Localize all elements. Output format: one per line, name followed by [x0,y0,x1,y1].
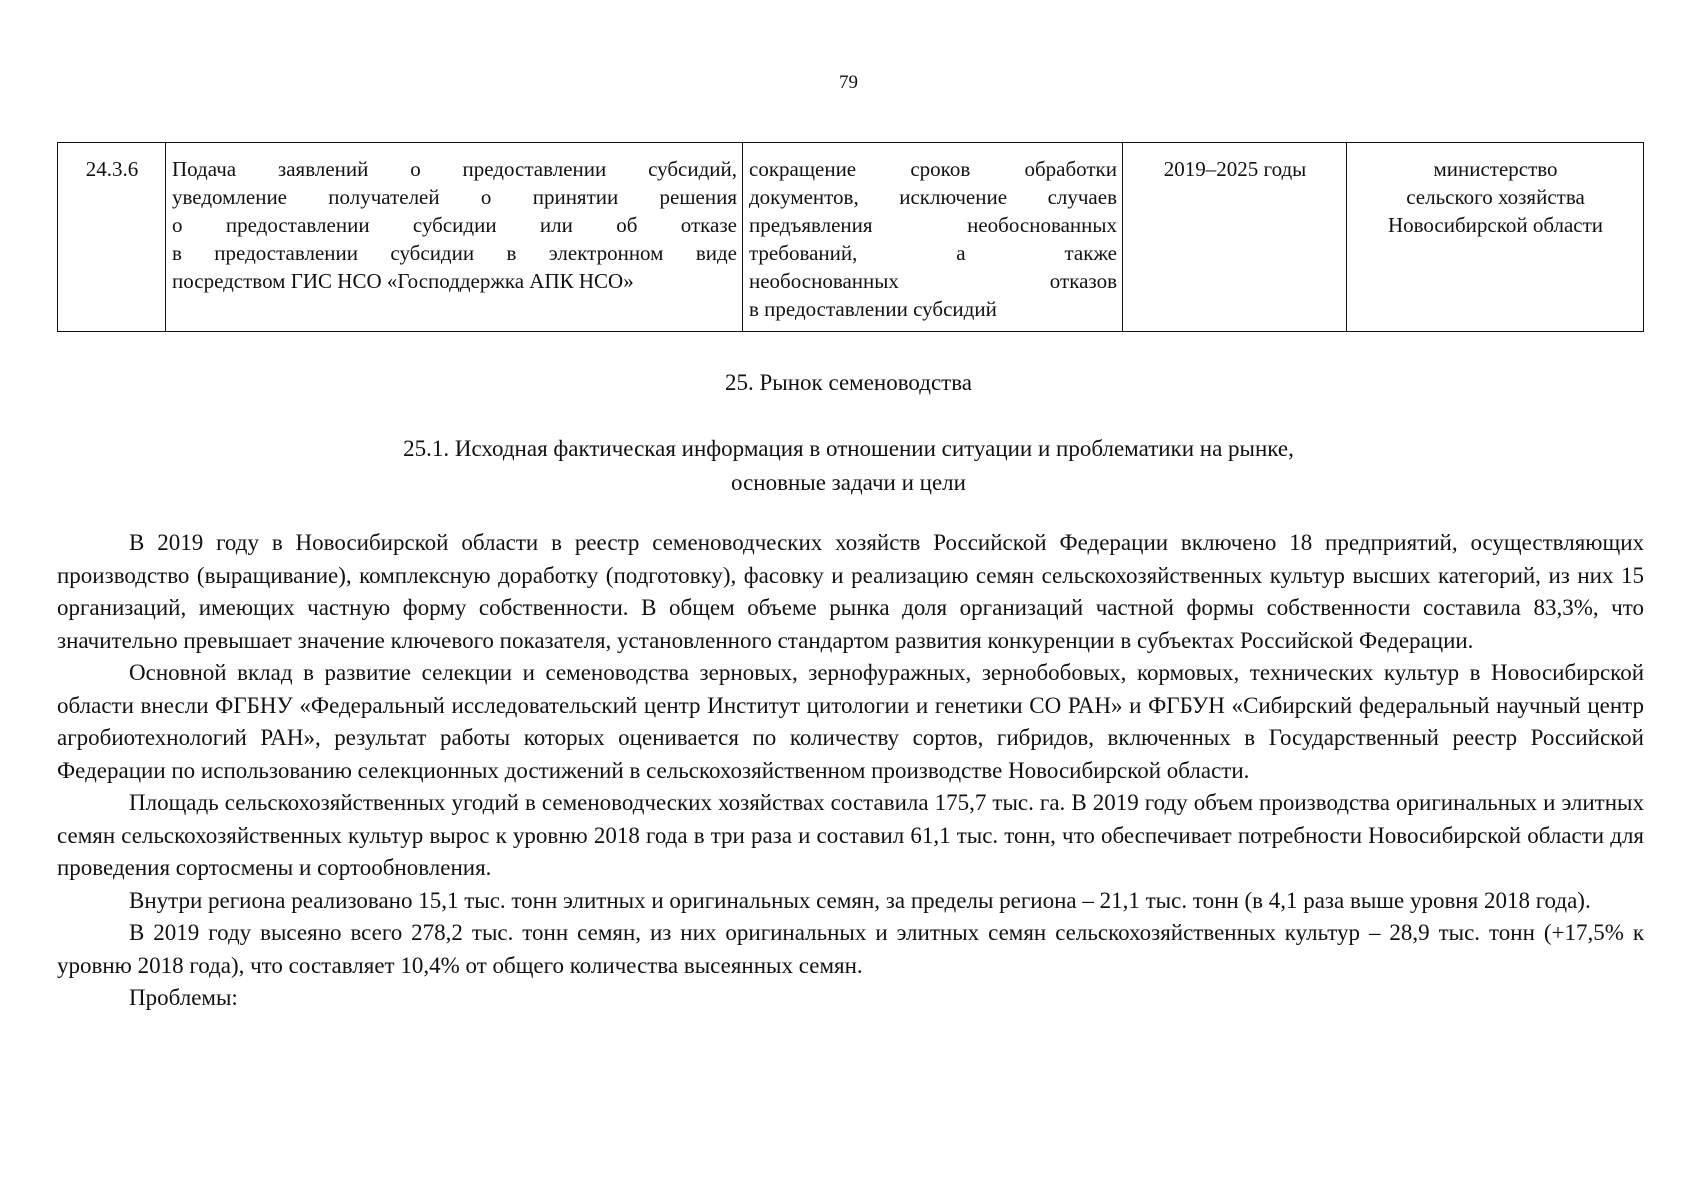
result-line: в предоставлении субсидий [749,297,997,321]
section-title: 25. Рынок семеноводства [724,370,972,395]
term-text: 2019–2025 годы [1163,157,1307,181]
result-line: требований, а также [749,241,1117,265]
subsection-title-line: основные задачи и цели [731,470,966,495]
body-text [57,527,1644,1015]
measure-line: Подача заявлений о предоставлении субсидий, [172,157,737,181]
result-line: сокращение сроков обработки [749,157,1117,181]
row-number: 24.3.6 [85,157,139,181]
result-line: предъявления необоснованных [749,213,1117,237]
table-row [58,143,1644,332]
measure-line: о предоставлении субсидии или об отказе [172,213,737,237]
page-number: 79 [839,72,858,93]
result-cell [743,143,1123,332]
paragraph: В 2019 году высеяно всего 278,2 тыс. тонн семян, из них оригинальных и элитных семян сельскохозяйственных культур – 28,9 тыс. тонн (+17,5% к уровню 2018 года), что составляет 10,4% от общего количества высеянных семян. [57,920,1644,978]
term-cell [1123,143,1347,332]
measure-cell [166,143,743,332]
paragraph: Проблемы: [129,985,238,1010]
measure-line: в предоставлении субсидии в электронном виде [172,241,737,265]
result-line: необоснованных отказов [749,269,1117,293]
responsible-cell [1347,143,1644,332]
paragraph: Площадь сельскохозяйственных угодий в семеноводческих хозяйствах составила 175,7 тыс. га. В 2019 году объем производства оригинальных и элитных семян сельскохозяйственных культур вырос к уровню 2018 года в три раза и составил 61,1 тыс. тонн, что обеспечивает потребности Новосибирской области для проведения сортосмены и сортообновления. [57,790,1644,880]
paragraph: Основной вклад в развитие селекции и семеноводства зерновых, зернофуражных, зернобобовых, кормовых, технических культур в Новосибирской области внесли ФГБНУ «Федеральный исследовательский центр Институт цитологии и генетики СО РАН» и ФГБУН «Сибирский федеральный научный центр агробиотехнологий РАН», результат работы которых оценивается по количеству сортов, гибридов, включенных в Государственный реестр Российской Федерации по использованию селекционных достижений в сельскохозяйственном производстве Новосибирской области. [57,660,1644,783]
subsection-title-line: 25.1. Исходная фактическая информация в отношении ситуации и проблематики на рынке, [403,436,1294,461]
responsible-text: министерство сельского хозяйства Новосибирской области [1387,157,1604,237]
measure-line: посредством ГИС НСО «Господдержка АПК НСО» [172,269,634,293]
row-number-cell [58,143,166,332]
paragraph: Внутри региона реализовано 15,1 тыс. тонн элитных и оригинальных семян, за пределы региона – 21,1 тыс. тонн (в 4,1 раза выше уровня 2018 года). [129,887,1591,913]
paragraph: В 2019 году в Новосибирской области в реестр семеноводческих хозяйств Российской Федерации включено 18 предприятий, осуществляющих производство (выращивание), комплексную доработку (подготовку), фасовку и реализацию семян сельскохозяйственных культур высших категорий, из них 15 организаций, имеющих частную форму собственности. В общем объеме рынка доля организаций частной формы собственности составила 83,3%, что значительно превышает значение ключевого показателя, установленного стандартом развития конкуренции в субъектах Российской Федерации. [57,530,1644,653]
measures-table [57,142,1644,332]
subsection-title [0,432,1697,500]
measure-line: уведомление получателей о принятии решения [172,185,737,209]
result-line: документов, исключение случаев [749,185,1117,209]
